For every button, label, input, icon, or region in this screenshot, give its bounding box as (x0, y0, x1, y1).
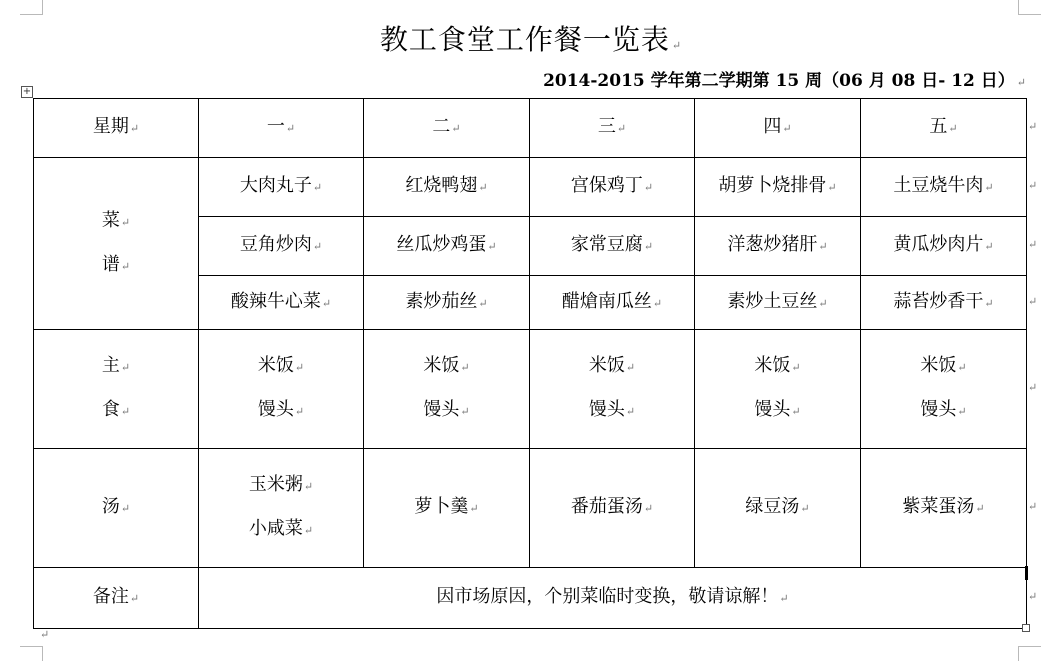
paragraph-mark: ↵ (643, 502, 654, 515)
paragraph-mark: ↵ (451, 122, 461, 135)
paragraph-mark: ↵ (460, 361, 470, 374)
paragraph-mark: ↵ (120, 361, 131, 374)
staple-cell[interactable] (364, 330, 530, 449)
paragraph-mark: ↵ (303, 524, 314, 537)
cell-text: 番茄蛋汤 (570, 496, 643, 517)
cell-text: 家常豆腐 (570, 234, 643, 255)
cell-text: 馒头 (257, 399, 294, 420)
cell-text: 蒜苔炒香干 (893, 290, 984, 312)
cell-text: 玉米粥 (248, 474, 303, 495)
dish-cell-line (199, 281, 363, 325)
cell-text: 米饭 (920, 355, 957, 376)
paragraph-mark: ↵ (129, 592, 140, 605)
cell-text: 萝卜羹 (414, 496, 469, 517)
cell-text: 小咸菜 (248, 518, 303, 539)
dish-cell-line (695, 281, 860, 325)
dish-cell-line (530, 281, 694, 325)
cell-text: 米饭 (754, 355, 791, 376)
cell-text: 一 (266, 116, 285, 137)
paragraph-mark: ↵ (460, 405, 470, 418)
weekday-label-cell-line (34, 106, 198, 150)
weekday-cell[interactable] (364, 99, 530, 158)
cell-text: 素炒茄丝 (405, 290, 478, 312)
cell-text: 米饭 (257, 355, 294, 376)
staple-cell-line (364, 345, 529, 389)
dish-row (34, 158, 1027, 217)
staple-cell-line (861, 389, 1026, 433)
dish-cell[interactable] (199, 158, 364, 217)
cell-text: 馒头 (754, 399, 791, 420)
paragraph-mark: ↵ (671, 39, 683, 52)
weekday-cell-line (530, 106, 694, 150)
dishes-label-cell-line (34, 244, 198, 288)
menu-table (33, 98, 1027, 629)
cell-text: 酸辣牛心菜 (230, 290, 321, 312)
remarks-row (34, 568, 1027, 629)
cell-text: 备注 (92, 586, 129, 607)
staple-cell-line (695, 345, 860, 389)
dish-cell[interactable] (199, 276, 364, 330)
paragraph-mark: ↵ (1016, 76, 1026, 89)
paragraph-mark: ↵ (975, 502, 985, 515)
dish-cell-line (695, 165, 860, 209)
page-corner-bottom-left (20, 646, 43, 661)
paragraph-mark: ↵ (625, 361, 636, 374)
paragraph-mark: ↵ (616, 122, 627, 135)
dish-cell[interactable] (364, 158, 530, 217)
dish-cell[interactable] (530, 276, 695, 330)
cell-text: 米饭 (423, 355, 460, 376)
staple-cell-line (199, 345, 363, 389)
cell-text: 馒头 (423, 399, 460, 420)
paragraph-mark: ↵ (984, 296, 994, 310)
dish-cell-line (364, 224, 529, 268)
dish-cell[interactable] (530, 158, 695, 217)
paragraph-mark: ↵ (818, 296, 828, 310)
staple-cell-line (199, 389, 363, 433)
text-cursor (1025, 566, 1028, 580)
staple-cell-line (861, 345, 1026, 389)
paragraph-mark: ↵ (791, 361, 801, 374)
cell-text: 大肉丸子 (239, 175, 312, 196)
soup-cell[interactable] (199, 449, 364, 568)
staple-label-cell-line (34, 389, 198, 433)
soup-cell-line (861, 486, 1026, 530)
paragraph-mark: ↵ (294, 361, 305, 374)
cell-text: 主 (101, 355, 120, 376)
cell-text: 胡萝卜烧排骨 (718, 175, 827, 196)
staple-cell[interactable] (861, 330, 1027, 449)
soup-cell-line (364, 486, 529, 530)
cell-text: 五 (929, 116, 948, 137)
paragraph-mark: ↵ (312, 240, 323, 253)
soup-cell[interactable] (861, 449, 1027, 568)
cell-text: 菜 (101, 209, 120, 231)
soup-label-cell[interactable] (34, 449, 199, 568)
paragraph-mark: ↵ (791, 405, 801, 418)
dish-cell-line (364, 165, 529, 209)
dish-cell-line (695, 224, 860, 268)
paragraph-mark: ↵ (779, 592, 789, 605)
paragraph-mark: ↵ (40, 628, 50, 641)
dish-cell[interactable] (364, 217, 530, 276)
soup-cell-line (199, 464, 363, 508)
weekday-cell-line (364, 106, 529, 150)
paragraph-mark: ↵ (984, 181, 994, 194)
paragraph-mark: ↵ (625, 405, 636, 418)
staple-cell[interactable] (199, 330, 364, 449)
dish-cell[interactable] (695, 276, 861, 330)
staple-row (34, 330, 1027, 449)
cell-text: 绿豆汤 (745, 496, 800, 517)
row-end-mark: ↵ (1028, 381, 1038, 394)
paragraph-mark: ↵ (303, 480, 314, 493)
paragraph-mark: ↵ (478, 296, 488, 310)
remarks-cell-line (199, 576, 1026, 620)
dishes-label-cell-line (34, 200, 198, 244)
document-title: 教工食堂工作餐一览表 ↵ (379, 23, 683, 56)
cell-text: 豆角炒肉 (239, 234, 312, 255)
row-end-mark: ↵ (1028, 294, 1038, 308)
paragraph-mark: ↵ (782, 122, 792, 135)
dish-cell[interactable] (861, 217, 1027, 276)
staple-cell-line (530, 345, 694, 389)
paragraph-mark: ↵ (321, 296, 332, 310)
dish-cell-line (199, 224, 363, 268)
page-corner-top-right (1018, 0, 1041, 15)
weekday-cell[interactable] (199, 99, 364, 158)
dishes-label-cell[interactable] (34, 158, 199, 330)
dish-cell-line (861, 224, 1026, 268)
soup-cell-line (199, 508, 363, 552)
dish-cell-line (530, 165, 694, 209)
cell-text: 醋熗南瓜丝 (561, 290, 652, 312)
cell-text: 因市场原因，个别菜临时变换，敬请谅解！ (436, 586, 779, 607)
paragraph-mark: ↵ (948, 122, 958, 135)
dish-cell-line (364, 281, 529, 325)
weekday-cell-line (695, 106, 860, 150)
cell-text: 素炒土豆丝 (727, 290, 818, 312)
soup-cell[interactable] (530, 449, 695, 568)
cell-text: 宫保鸡丁 (570, 175, 643, 196)
paragraph-mark: ↵ (800, 502, 810, 515)
paragraph-mark: ↵ (818, 240, 828, 253)
paragraph-mark: ↵ (120, 405, 131, 418)
paragraph-mark: ↵ (120, 502, 131, 515)
cell-text: 黄瓜炒肉片 (893, 234, 984, 255)
table-resize-handle[interactable] (1022, 624, 1030, 632)
paragraph-mark: ↵ (120, 215, 131, 229)
dish-cell-line (861, 281, 1026, 325)
staple-cell-line (364, 389, 529, 433)
paragraph-mark: ↵ (643, 181, 654, 194)
cell-text: 馒头 (920, 399, 957, 420)
paragraph-mark: ↵ (469, 502, 479, 515)
cell-text: 馒头 (588, 399, 625, 420)
paragraph-mark: ↵ (129, 122, 140, 135)
row-end-mark: ↵ (1028, 120, 1038, 133)
header-row (34, 99, 1027, 158)
soup-row (34, 449, 1027, 568)
staple-label-cell[interactable] (34, 330, 199, 449)
soup-cell[interactable] (364, 449, 530, 568)
cell-text: 谱 (101, 253, 120, 275)
table-move-handle-icon[interactable]: + (22, 86, 32, 97)
remarks-cell[interactable] (199, 568, 1027, 629)
paragraph-mark: ↵ (487, 240, 497, 253)
dish-cell[interactable] (695, 158, 861, 217)
paragraph-mark: ↵ (478, 181, 488, 194)
dish-cell[interactable] (695, 217, 861, 276)
dish-cell[interactable] (861, 158, 1027, 217)
cell-text: 紫菜蛋汤 (902, 496, 975, 517)
cell-text: 米饭 (588, 355, 625, 376)
paragraph-mark: ↵ (120, 259, 131, 273)
weekday-cell[interactable] (695, 99, 861, 158)
dish-cell[interactable] (530, 217, 695, 276)
cell-text: 汤 (101, 496, 120, 517)
paragraph-mark: ↵ (294, 405, 305, 418)
soup-cell-line (695, 486, 860, 530)
paragraph-mark: ↵ (312, 181, 323, 194)
weekday-label-cell[interactable] (34, 99, 199, 158)
row-end-mark: ↵ (1028, 179, 1038, 192)
paragraph-mark: ↵ (827, 181, 837, 194)
paragraph-mark: ↵ (957, 361, 967, 374)
weekday-cell[interactable] (861, 99, 1027, 158)
dish-cell[interactable] (861, 276, 1027, 330)
cell-text: 红烧鸭翅 (405, 175, 478, 196)
staple-cell[interactable] (695, 330, 861, 449)
cell-text: 土豆烧牛肉 (893, 175, 984, 196)
row-end-mark: ↵ (1028, 590, 1038, 603)
staple-cell-line (530, 389, 694, 433)
row-end-mark: ↵ (1028, 500, 1038, 513)
paragraph-mark: ↵ (652, 296, 663, 310)
paragraph-mark: ↵ (984, 240, 994, 253)
paragraph-mark: ↵ (643, 240, 654, 253)
soup-cell[interactable] (695, 449, 861, 568)
remarks-label-cell-line (34, 576, 198, 620)
row-end-mark: ↵ (1028, 238, 1038, 251)
page-corner-top-left (20, 0, 43, 15)
dish-cell-line (861, 165, 1026, 209)
staple-cell-line (695, 389, 860, 433)
soup-cell-line (530, 486, 694, 530)
cell-text: 丝瓜炒鸡蛋 (396, 234, 487, 255)
paragraph-mark: ↵ (285, 122, 296, 135)
weekday-cell-line (199, 106, 363, 150)
paragraph-mark: ↵ (957, 405, 967, 418)
page-corner-bottom-right (1018, 646, 1041, 661)
staple-cell[interactable] (530, 330, 695, 449)
staple-label-cell-line (34, 345, 198, 389)
cell-text: 二 (432, 116, 451, 137)
cell-text: 四 (763, 116, 782, 137)
dish-cell-line (530, 224, 694, 268)
soup-label-cell-line (34, 486, 198, 530)
cell-text: 星期 (92, 116, 129, 137)
weekday-cell[interactable] (530, 99, 695, 158)
remarks-label-cell[interactable] (34, 568, 199, 629)
cell-text: 食 (101, 399, 120, 420)
dish-cell[interactable] (199, 217, 364, 276)
dish-cell[interactable] (364, 276, 530, 330)
cell-text: 三 (597, 116, 616, 137)
cell-text: 洋葱炒猪肝 (727, 234, 818, 255)
weekday-cell-line (861, 106, 1026, 150)
dish-cell-line (199, 165, 363, 209)
week-subtitle: 2014-2015 学年第二学期第 15 周（06 月 08 日- 12 日） ↵ (543, 71, 1026, 91)
